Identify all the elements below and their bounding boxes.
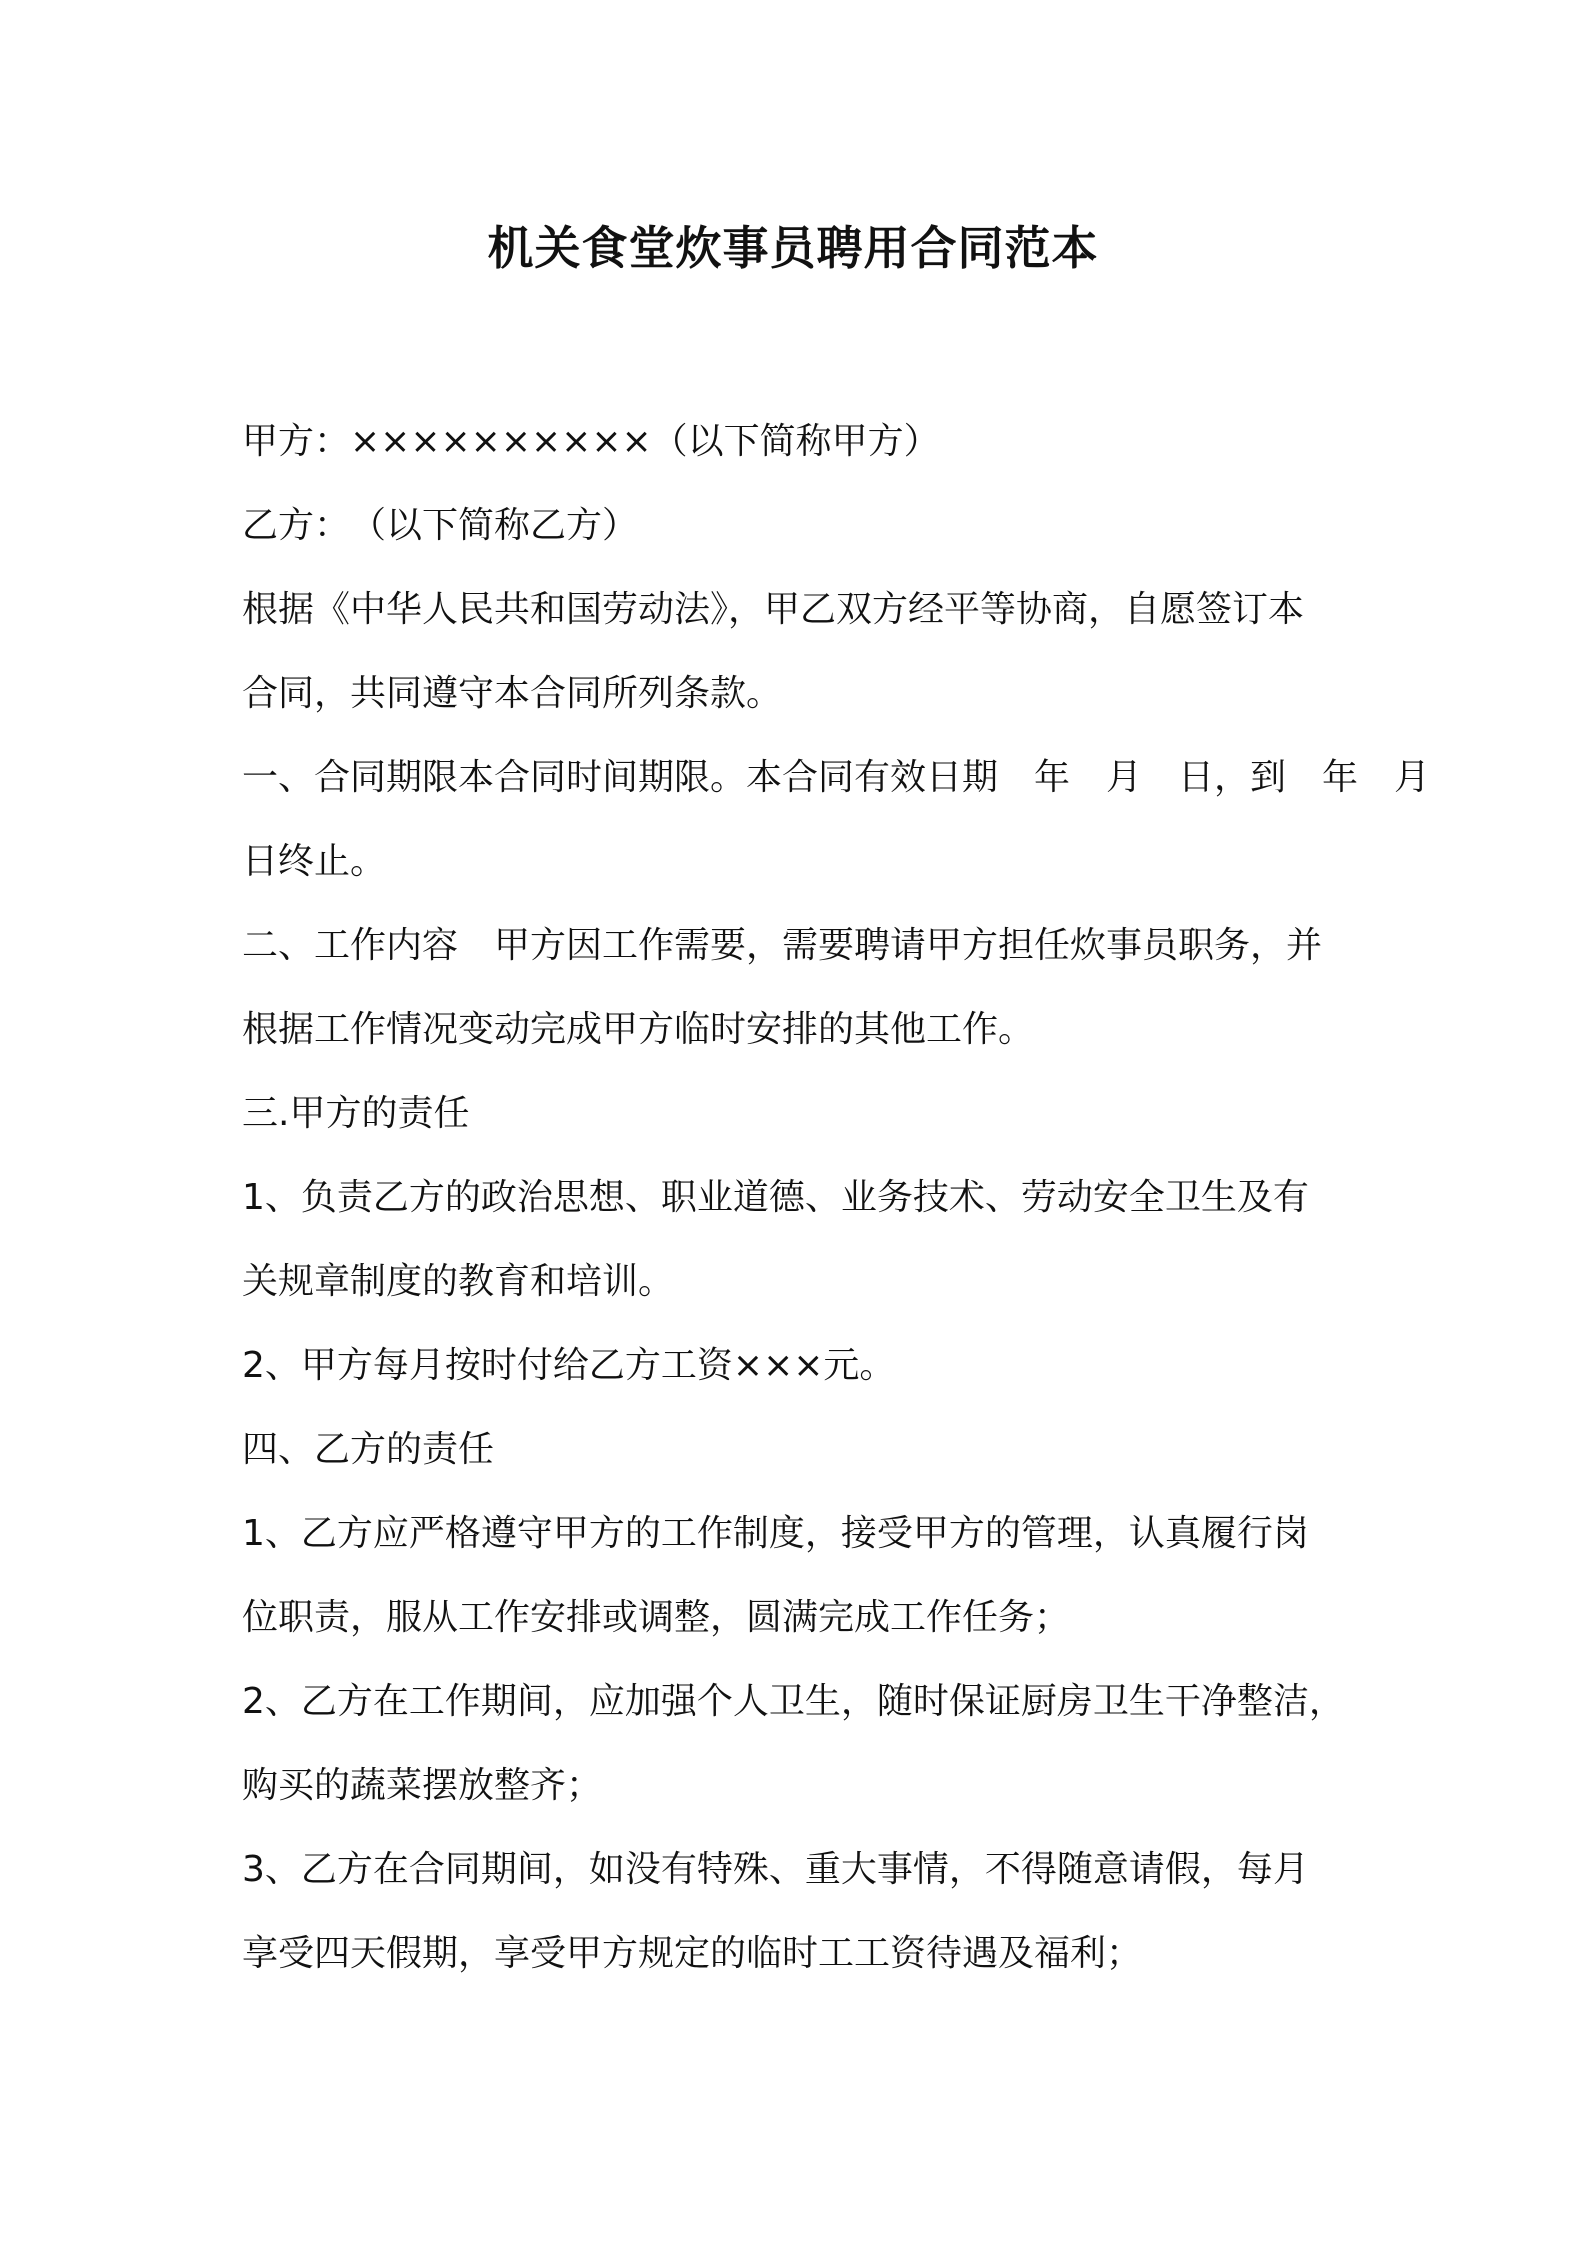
text-line: 3、乙方在合同期间，如没有特殊、重大事情，不得随意请假，每月 bbox=[242, 1849, 1309, 1890]
text-line-section-2: 二、工作内容 甲方因工作需要，需要聘请甲方担任炊事员职务，并 bbox=[242, 925, 1323, 966]
text-line-section-1: 一、合同期限本合同时间期限。本合同有效日期 年 月 日，到 年 月 bbox=[242, 757, 1431, 798]
text-line-party-b: 乙方： （以下简称乙方） bbox=[242, 505, 639, 546]
text-line-party-a: 甲方：××××××××××（以下简称甲方） bbox=[242, 421, 940, 462]
text-line: 合同，共同遵守本合同所列条款。 bbox=[242, 673, 783, 714]
text-line: 位职责，服从工作安排或调整，圆满完成工作任务； bbox=[242, 1597, 1071, 1638]
document-title: 机关食堂炊事员聘用合同范本 bbox=[487, 221, 1099, 275]
text-line: 1、乙方应严格遵守甲方的工作制度，接受甲方的管理，认真履行岗 bbox=[242, 1513, 1309, 1554]
text-line: 享受四天假期，享受甲方规定的临时工工资待遇及福利； bbox=[242, 1933, 1143, 1974]
text-line: 根据《中华人民共和国劳动法》，甲乙双方经平等协商，自愿签订本 bbox=[242, 589, 1305, 630]
text-line: 日终止。 bbox=[242, 841, 387, 882]
text-line: 2、乙方在工作期间，应加强个人卫生，随时保证厨房卫生干净整洁， bbox=[242, 1681, 1345, 1722]
document-body bbox=[242, 400, 1431, 1996]
text-line: 2、甲方每月按时付给乙方工资×××元。 bbox=[242, 1345, 896, 1386]
text-line: 1、负责乙方的政治思想、职业道德、业务技术、劳动安全卫生及有 bbox=[242, 1177, 1309, 1218]
text-line: 购买的蔬菜摆放整齐； bbox=[242, 1765, 603, 1806]
text-line: 根据工作情况变动完成甲方临时安排的其他工作。 bbox=[242, 1009, 1035, 1050]
section-heading-party-b-duties: 四、乙方的责任 bbox=[242, 1429, 495, 1470]
text-line: 关规章制度的教育和培训。 bbox=[242, 1261, 675, 1302]
section-heading-party-a-duties: 三.甲方的责任 bbox=[242, 1093, 470, 1134]
